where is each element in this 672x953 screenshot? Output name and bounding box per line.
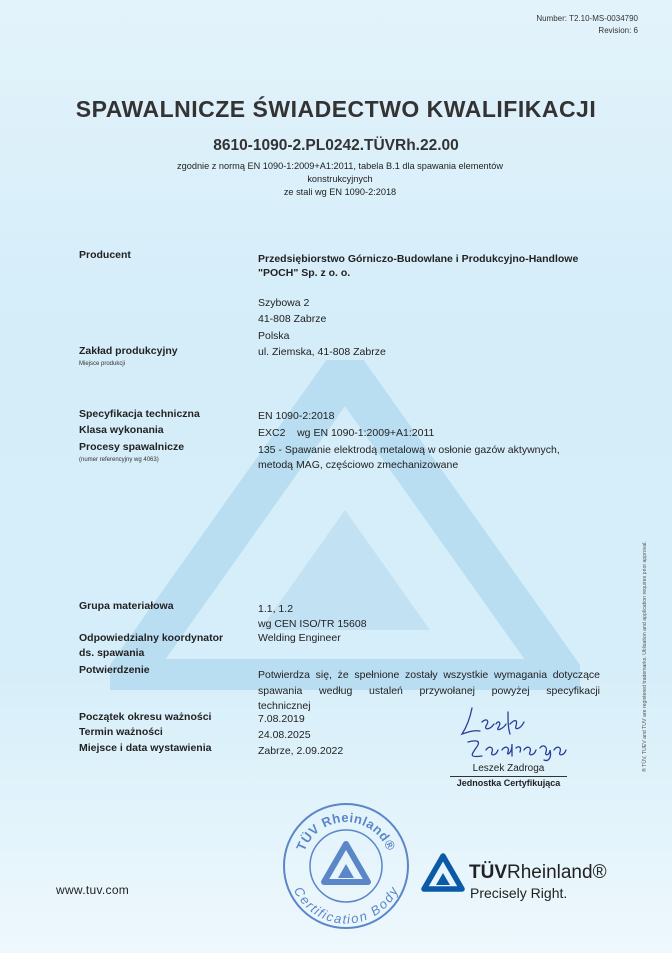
process-sublabel: (numer referencyjny wg 4063) [79,457,159,463]
certification-seal-icon [280,800,412,932]
process-line-1: 135 - Spawanie elektrodą metalową w osłonie gazów aktywnych, [258,444,560,456]
producer-address-line-2: 41-808 Zabrze [258,313,327,325]
process-label: Procesy spawalnicze [79,441,185,453]
document-number: Number: T2.10-MS-0034790 [536,14,638,23]
process-line-2: metodą MAG, częściowo zmechanizowane [258,459,459,471]
class-value: EXC2 wg EN 1090-1:2009+A1:2011 [258,427,435,439]
signature-line [450,776,567,777]
confirmation-line-3: technicznej [258,700,311,712]
signer-role: Jednostka Certyfikująca [456,778,561,788]
class-label: Klasa wykonania [79,424,164,436]
seal-bottom-text: Certification Body [290,884,402,927]
plant-sublabel: Miejsce produkcji [79,361,126,367]
confirmation-label: Potwierdzenie [79,664,150,676]
coordinator-label-line-1: Odpowiedzialny koordynator [79,632,224,644]
issue-label: Miejsce i data wystawienia [79,742,212,754]
logo-name-rest: Rheinland® [507,862,607,883]
document-revision: Revision: 6 [598,26,638,35]
logo-name-bold: TÜV [469,862,507,883]
seal-top-text: TÜV Rheinland® [293,809,399,854]
certificate-subtitle [150,160,530,199]
plant-value: ul. Ziemska, 41-808 Zabrze [258,346,386,358]
document-meta [536,13,638,37]
confirmation-line-2: spawania według ustaleń przywołanej powyżej specyfikacji [258,684,600,697]
subtitle-line-2: ze stali wg EN 1090-2:2018 [283,187,397,197]
validity-end-value: 24.08.2025 [258,729,311,741]
spec-value: EN 1090-2:2018 [258,410,335,422]
validity-start-value: 7.08.2019 [258,713,305,725]
producer-label: Producent [79,249,131,261]
producer-name-line-1: Przedsiębiorstwo Górniczo-Budowlane i Produkcyjno-Handlowe [258,253,579,265]
svg-text:Certification Body [291,883,402,926]
certificate-number: 8610-1090-2.PL0242.TÜVRh.22.00 [213,137,459,154]
trademark-note: ® TÜV, TUEV and TUV are registered trademarks. Utilisation and application requires prior approval. [642,541,648,772]
material-label: Grupa materiałowa [79,600,174,612]
signer-name: Leszek Zadroga [472,763,545,774]
producer-name-line-2: "POCH" Sp. z o. o. [258,267,351,279]
coordinator-label-line-2: ds. spawania [79,647,145,659]
producer-address-line-1: Szybowa 2 [258,297,310,309]
confirmation-line-1: Potwierdza się, że spełnione zostały wszystkie wymagania dotyczące [258,669,600,681]
handwritten-signature [458,700,568,762]
material-line-1: 1.1, 1.2 [258,603,294,615]
tuv-logo-triangle-icon [421,853,465,893]
page-title: SPAWALNICZE ŚWIADECTWO KWALIFIKACJI [75,96,597,122]
plant-label: Zakład produkcyjny [79,345,178,357]
website-link[interactable]: www.tuv.com [56,883,130,897]
issue-value: Zabrze, 2.09.2022 [258,745,344,757]
logo-slogan: Precisely Right. [470,885,568,901]
tuv-logo-wordmark [469,862,607,884]
subtitle-line-1: zgodnie z normą EN 1090-1:2009+A1:2011, tabela B.1 dla spawania elementów konstrukcyjnych [177,161,503,184]
validity-start-label: Początek okresu ważności [79,711,212,723]
producer-address-line-3: Polska [258,330,290,342]
spec-label: Specyfikacja techniczna [79,408,200,420]
material-line-2: wg CEN ISO/TR 15608 [258,618,367,630]
coordinator-value: Welding Engineer [258,632,341,644]
validity-end-label: Termin ważności [79,726,163,738]
